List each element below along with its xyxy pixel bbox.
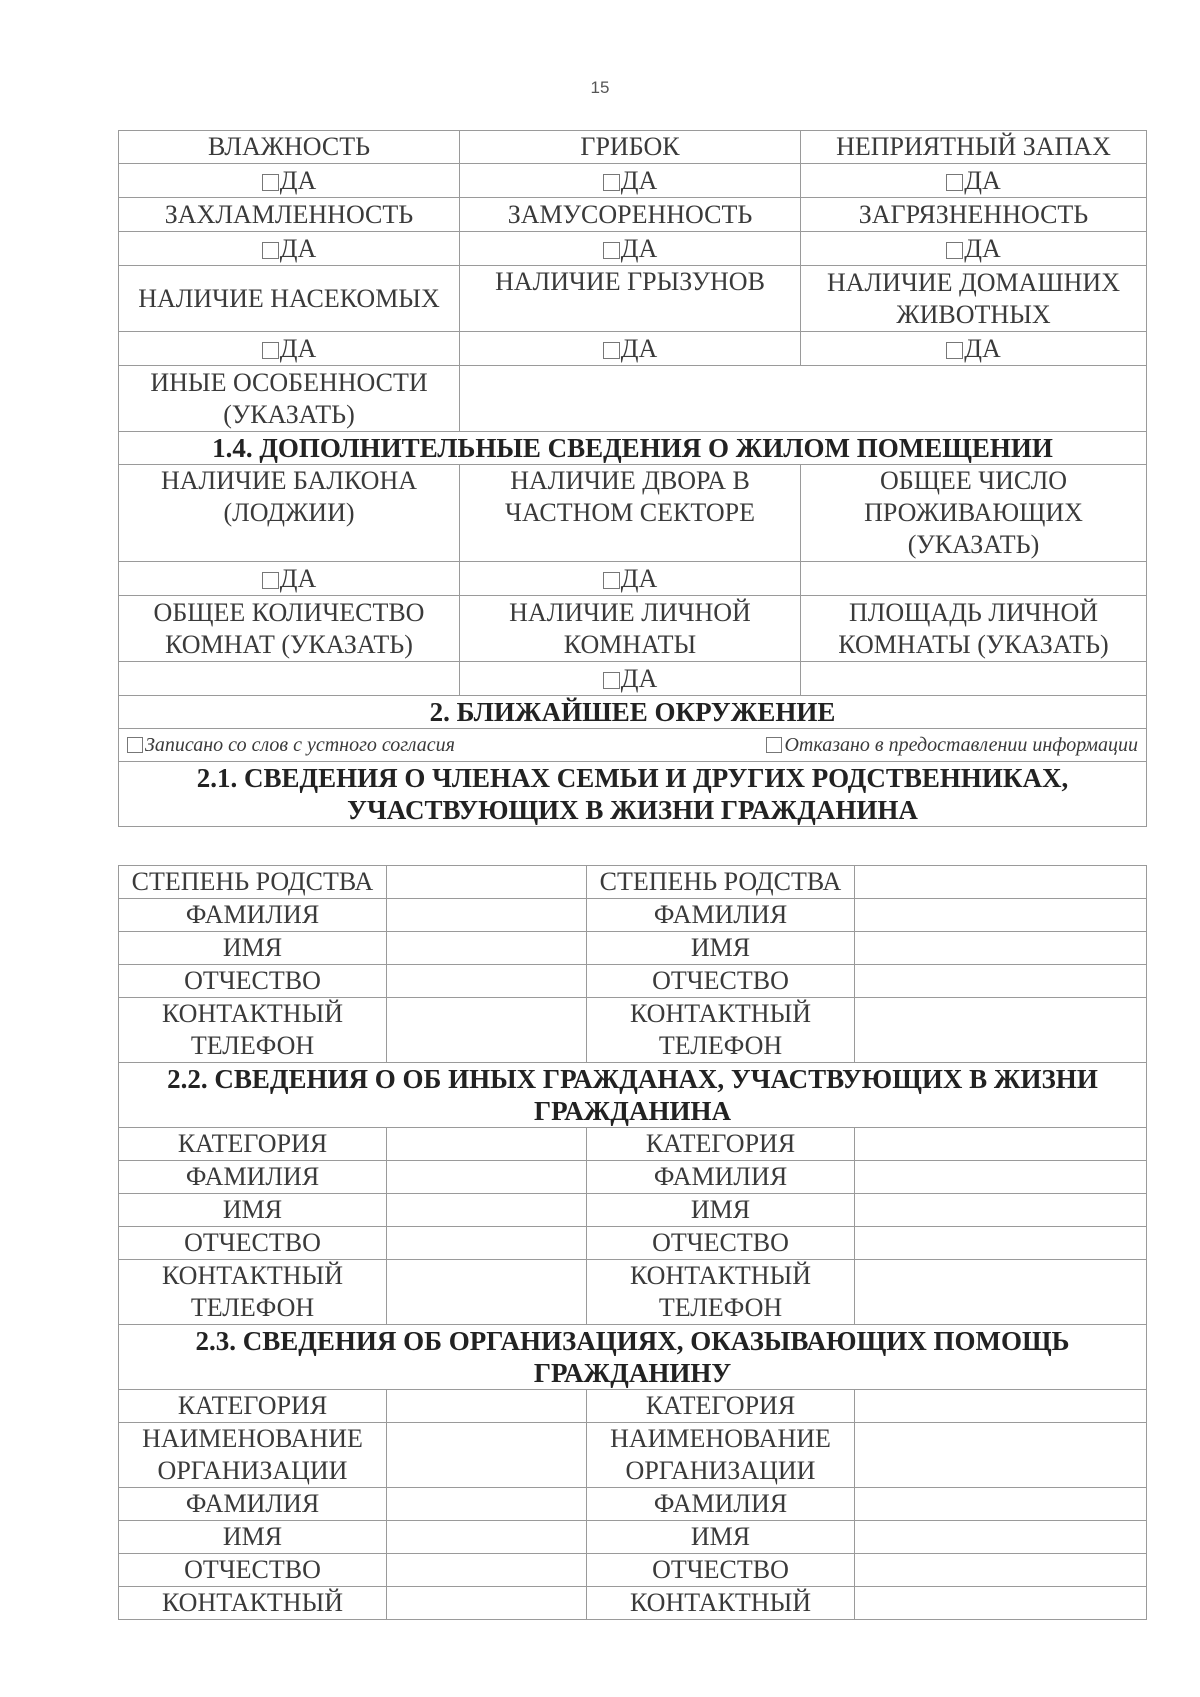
checkbox-icon[interactable] <box>262 174 279 191</box>
section-1-4-title: 1.4. ДОПОЛНИТЕЛЬНЫЕ СВЕДЕНИЯ О ЖИЛОМ ПОМЕЩЕНИИ <box>119 432 1147 465</box>
checkbox-cell[interactable] <box>460 332 801 366</box>
checkbox-icon[interactable] <box>946 174 963 191</box>
other-features-input[interactable] <box>460 366 1147 432</box>
header-cell: ЗАГРЯЗНЕННОСТЬ <box>801 198 1147 232</box>
field-label: ФАМИЛИЯ <box>587 1161 855 1194</box>
field-input[interactable] <box>855 932 1147 965</box>
field-label: ФАМИЛИЯ <box>587 1488 855 1521</box>
field-label: ОТЧЕСТВО <box>587 965 855 998</box>
field-input[interactable] <box>387 1521 587 1554</box>
checkbox-label: ДА <box>279 233 317 263</box>
checkbox-icon[interactable] <box>127 737 143 753</box>
field-input[interactable] <box>387 1161 587 1194</box>
header-cell: ГРИБОК <box>460 131 801 164</box>
field-input[interactable] <box>855 998 1147 1063</box>
consent-refused-option[interactable] <box>766 731 1138 759</box>
field-input[interactable] <box>855 1390 1147 1423</box>
room-area-input[interactable] <box>801 662 1147 696</box>
checkbox-label: ДА <box>964 165 1001 195</box>
field-label: СТЕПЕНЬ РОДСТВА <box>119 866 387 899</box>
other-features-label: ИНЫЕ ОСОБЕННОСТИ (УКАЗАТЬ) <box>119 366 460 432</box>
checkbox-cell[interactable] <box>119 164 460 198</box>
field-label: ИМЯ <box>587 932 855 965</box>
field-input[interactable] <box>855 866 1147 899</box>
checkbox-cell[interactable] <box>119 332 460 366</box>
checkbox-cell[interactable] <box>801 332 1147 366</box>
field-label: КАТЕГОРИЯ <box>119 1128 387 1161</box>
checkbox-cell[interactable] <box>119 232 460 266</box>
consent-row <box>119 729 1147 762</box>
header-cell: НЕПРИЯТНЫЙ ЗАПАХ <box>801 131 1147 164</box>
field-input[interactable] <box>387 932 587 965</box>
checkbox-cell[interactable] <box>119 562 460 596</box>
header-cell: ВЛАЖНОСТЬ <box>119 131 460 164</box>
field-input[interactable] <box>855 1128 1147 1161</box>
checkbox-cell[interactable] <box>460 232 801 266</box>
field-label: ИМЯ <box>587 1521 855 1554</box>
field-label: КАТЕГОРИЯ <box>587 1390 855 1423</box>
consent-given-label: Записано со слов с устного согласия <box>145 734 455 756</box>
field-label: КОНТАКТНЫЙ <box>119 1587 387 1620</box>
checkbox-icon[interactable] <box>262 572 279 589</box>
residents-count-input[interactable] <box>801 562 1147 596</box>
checkbox-label: ДА <box>620 233 658 263</box>
section-2-title: 2. БЛИЖАЙШЕЕ ОКРУЖЕНИЕ <box>119 696 1147 729</box>
checkbox-cell[interactable] <box>801 164 1147 198</box>
checkbox-cell[interactable] <box>460 562 801 596</box>
checkbox-label: ДА <box>620 663 658 693</box>
field-label: КОНТАКТНЫЙ <box>587 1587 855 1620</box>
field-label: КОНТАКТНЫЙ ТЕЛЕФОН <box>119 998 387 1063</box>
header-cell: НАЛИЧИЕ ДВОРА В ЧАСТНОМ СЕКТОРЕ <box>460 465 801 562</box>
field-input[interactable] <box>387 998 587 1063</box>
field-label: КОНТАКТНЫЙ ТЕЛЕФОН <box>587 1260 855 1325</box>
checkbox-icon[interactable] <box>603 342 620 359</box>
checkbox-icon[interactable] <box>603 672 620 689</box>
field-label: ИМЯ <box>119 1521 387 1554</box>
checkbox-icon[interactable] <box>603 242 620 259</box>
checkbox-icon[interactable] <box>603 174 620 191</box>
field-input[interactable] <box>855 1521 1147 1554</box>
header-cell: ЗАХЛАМЛЕННОСТЬ <box>119 198 460 232</box>
consent-given-option[interactable] <box>127 734 455 756</box>
header-cell: НАЛИЧИЕ ЛИЧНОЙ КОМНАТЫ <box>460 596 801 662</box>
checkbox-label: ДА <box>620 165 658 195</box>
checkbox-label: ДА <box>279 333 317 363</box>
header-cell: НАЛИЧИЕ ДОМАШНИХ ЖИВОТНЫХ <box>801 266 1147 332</box>
checkbox-icon[interactable] <box>946 342 963 359</box>
field-input[interactable] <box>387 1390 587 1423</box>
field-input[interactable] <box>387 1587 587 1620</box>
field-input[interactable] <box>855 1587 1147 1620</box>
field-label: ОТЧЕСТВО <box>119 1227 387 1260</box>
checkbox-icon[interactable] <box>946 242 963 259</box>
field-input[interactable] <box>855 965 1147 998</box>
consent-refused-label: Отказано в предоставлении информации <box>784 734 1138 756</box>
header-cell: ЗАМУСОРЕННОСТЬ <box>460 198 801 232</box>
field-input[interactable] <box>855 1161 1147 1194</box>
field-input[interactable] <box>855 1488 1147 1521</box>
field-input[interactable] <box>387 1227 587 1260</box>
field-label: ФАМИЛИЯ <box>119 899 387 932</box>
field-label: КАТЕГОРИЯ <box>119 1390 387 1423</box>
field-label: ФАМИЛИЯ <box>119 1161 387 1194</box>
field-input[interactable] <box>387 1423 587 1488</box>
header-cell: ОБЩЕЕ ЧИСЛО ПРОЖИВАЮЩИХ (УКАЗАТЬ) <box>801 465 1147 562</box>
field-input[interactable] <box>387 1488 587 1521</box>
field-label: ОТЧЕСТВО <box>587 1554 855 1587</box>
relatives-table <box>118 865 1147 1620</box>
header-cell: ПЛОЩАДЬ ЛИЧНОЙ КОМНАТЫ (УКАЗАТЬ) <box>801 596 1147 662</box>
checkbox-cell[interactable] <box>801 232 1147 266</box>
field-label: ИМЯ <box>119 1194 387 1227</box>
rooms-count-input[interactable] <box>119 662 460 696</box>
checkbox-label: ДА <box>279 563 317 593</box>
field-label: ИМЯ <box>587 1194 855 1227</box>
field-label: СТЕПЕНЬ РОДСТВА <box>587 866 855 899</box>
field-input[interactable] <box>387 965 587 998</box>
field-input[interactable] <box>387 866 587 899</box>
field-label: ФАМИЛИЯ <box>587 899 855 932</box>
checkbox-icon[interactable] <box>766 737 782 753</box>
checkbox-label: ДА <box>964 233 1001 263</box>
checkbox-cell[interactable] <box>460 164 801 198</box>
field-label: ФАМИЛИЯ <box>119 1488 387 1521</box>
checkbox-label: ДА <box>620 563 658 593</box>
section-2-2-title: 2.2. СВЕДЕНИЯ О ОБ ИНЫХ ГРАЖДАНАХ, УЧАСТВУЮЩИХ В ЖИЗНИ ГРАЖДАНИНА <box>119 1063 1147 1128</box>
field-input[interactable] <box>387 1554 587 1587</box>
field-label: НАИМЕНОВАНИЕ ОРГАНИЗАЦИИ <box>119 1423 387 1488</box>
checkbox-cell[interactable] <box>460 662 801 696</box>
checkbox-label: ДА <box>279 165 317 195</box>
field-input[interactable] <box>387 1260 587 1325</box>
field-label: ОТЧЕСТВО <box>119 965 387 998</box>
header-cell: НАЛИЧИЕ НАСЕКОМЫХ <box>119 266 460 332</box>
field-input[interactable] <box>387 1128 587 1161</box>
field-input[interactable] <box>855 1227 1147 1260</box>
checkbox-icon[interactable] <box>262 342 279 359</box>
field-input[interactable] <box>855 1554 1147 1587</box>
field-input[interactable] <box>855 1260 1147 1325</box>
field-label: КАТЕГОРИЯ <box>587 1128 855 1161</box>
field-input[interactable] <box>855 899 1147 932</box>
section-2-1-title: 2.1. СВЕДЕНИЯ О ЧЛЕНАХ СЕМЬИ И ДРУГИХ РОДСТВЕННИКАХ, УЧАСТВУЮЩИХ В ЖИЗНИ ГРАЖДАНИНА <box>119 762 1147 827</box>
page-number: 15 <box>590 78 610 97</box>
section-2-3-title: 2.3. СВЕДЕНИЯ ОБ ОРГАНИЗАЦИЯХ, ОКАЗЫВАЮЩИХ ПОМОЩЬ ГРАЖДАНИНУ <box>119 1325 1147 1390</box>
field-label: ОТЧЕСТВО <box>587 1227 855 1260</box>
checkbox-label: ДА <box>620 333 658 363</box>
living-conditions-table <box>118 130 1147 827</box>
field-input[interactable] <box>855 1423 1147 1488</box>
field-input[interactable] <box>855 1194 1147 1227</box>
header-cell: ОБЩЕЕ КОЛИЧЕСТВО КОМНАТ (УКАЗАТЬ) <box>119 596 460 662</box>
header-cell: НАЛИЧИЕ ГРЫЗУНОВ <box>460 266 801 332</box>
checkbox-icon[interactable] <box>603 572 620 589</box>
field-label: ОТЧЕСТВО <box>119 1554 387 1587</box>
field-label: КОНТАКТНЫЙ ТЕЛЕФОН <box>119 1260 387 1325</box>
checkbox-label: ДА <box>964 333 1001 363</box>
field-input[interactable] <box>387 899 587 932</box>
header-cell: НАЛИЧИЕ БАЛКОНА (ЛОДЖИИ) <box>119 465 460 562</box>
field-label: НАИМЕНОВАНИЕ ОРГАНИЗАЦИИ <box>587 1423 855 1488</box>
field-input[interactable] <box>387 1194 587 1227</box>
checkbox-icon[interactable] <box>262 242 279 259</box>
field-label: ИМЯ <box>119 932 387 965</box>
field-label: КОНТАКТНЫЙ ТЕЛЕФОН <box>587 998 855 1063</box>
